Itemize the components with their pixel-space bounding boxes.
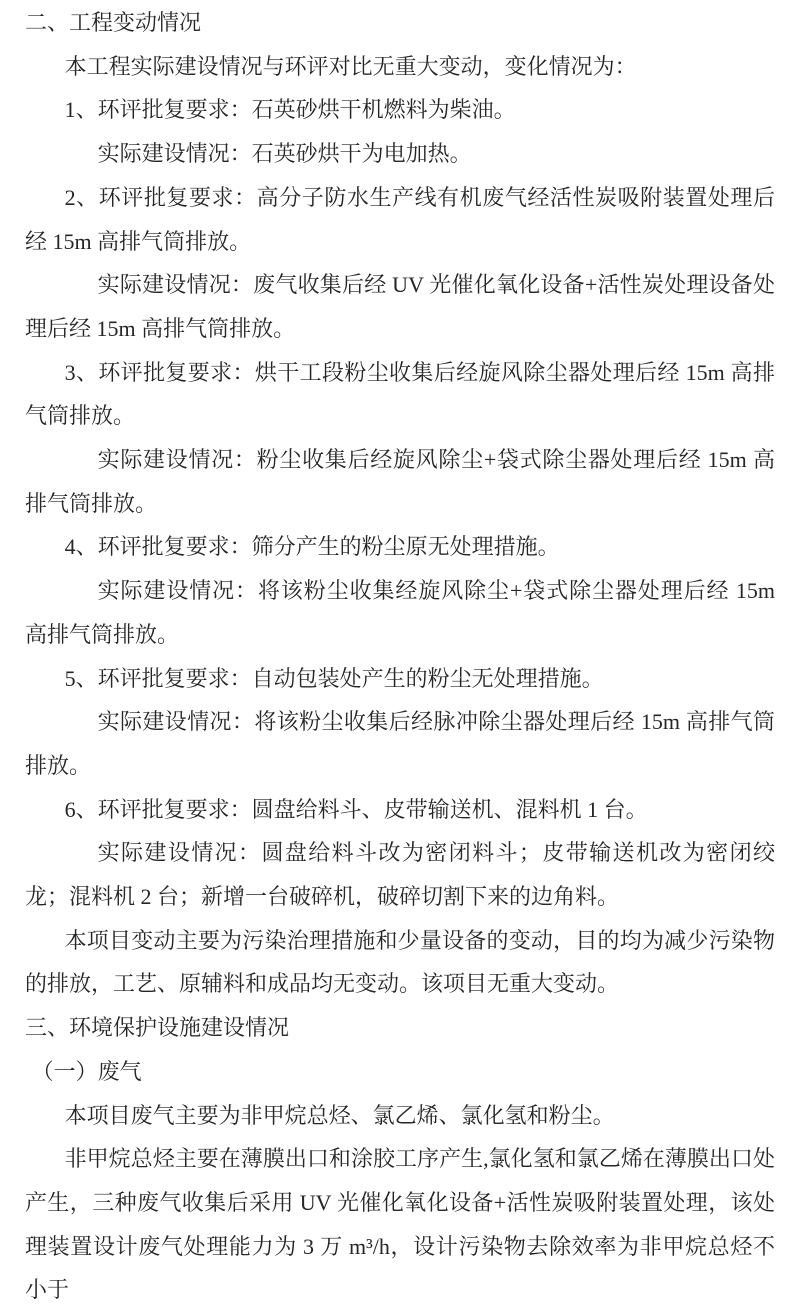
paragraph: 本工程实际建设情况与环评对比无重大变动，变化情况为：	[64, 53, 637, 79]
paragraph: 1、环评批复要求：石英砂烘干机燃料为柴油。	[64, 97, 516, 123]
paragraph: 非甲烷总烃主要在薄膜出口和涂胶工序产生,氯化氢和氯乙烯在薄膜出口处产生，三种废气收集后采用 UV 光催化氧化设备+活性炭吸附装置处理，该处理装置设计废气处理能力为 3 万 m³/h，设计污染物去除效率为非甲烷总烃不小于	[25, 1146, 775, 1303]
paragraph: 4、环评批复要求：筛分产生的粉尘原无处理措施。	[64, 534, 560, 560]
paragraph: 实际建设情况：废气收集后经 UV 光催化氧化设备+活性炭处理设备处理后经 15m 高排气筒排放。	[25, 272, 775, 341]
paragraph: 本项目变动主要为污染治理措施和少量设备的变动，目的均为减少污染物的排放，工艺、原辅料和成品均无变动。该项目无重大变动。	[25, 927, 775, 997]
paragraph: 本项目废气主要为非甲烷总烃、氯乙烯、氯化氢和粉尘。	[64, 1102, 615, 1128]
subsection-heading: （一）废气	[31, 1058, 142, 1084]
paragraph: 实际建设情况：将该粉尘收集后经脉冲除尘器处理后经 15m 高排气筒排放。	[25, 709, 775, 778]
paragraph: 3、环评批复要求：烘干工段粉尘收集后经旋风除尘器处理后经 15m 高排气筒排放。	[25, 359, 775, 429]
paragraph: 5、环评批复要求：自动包装处产生的粉尘无处理措施。	[64, 665, 604, 691]
paragraph: 实际建设情况：将该粉尘收集经旋风除尘+袋式除尘器处理后经 15m 高排气筒排放。	[25, 578, 775, 647]
paragraph: 2、环评批复要求：高分子防水生产线有机废气经活性炭吸附装置处理后经 15m 高排气筒排放。	[25, 184, 775, 254]
paragraph: 实际建设情况：粉尘收集后经旋风除尘+袋式除尘器处理后经 15m 高排气筒排放。	[25, 447, 775, 516]
paragraph: 6、环评批复要求：圆盘给料斗、皮带输送机、混料机 1 台。	[64, 796, 648, 822]
section-heading: 三、环境保护设施建设情况	[25, 1015, 290, 1041]
section-heading: 二、工程变动情况	[25, 10, 202, 35]
paragraph: 实际建设情况：石英砂烘干为电加热。	[97, 141, 472, 167]
paragraph: 实际建设情况：圆盘给料斗改为密闭料斗；皮带输送机改为密闭绞龙；混料机 2 台；新增一台破碎机，破碎切割下来的边角料。	[25, 840, 775, 910]
